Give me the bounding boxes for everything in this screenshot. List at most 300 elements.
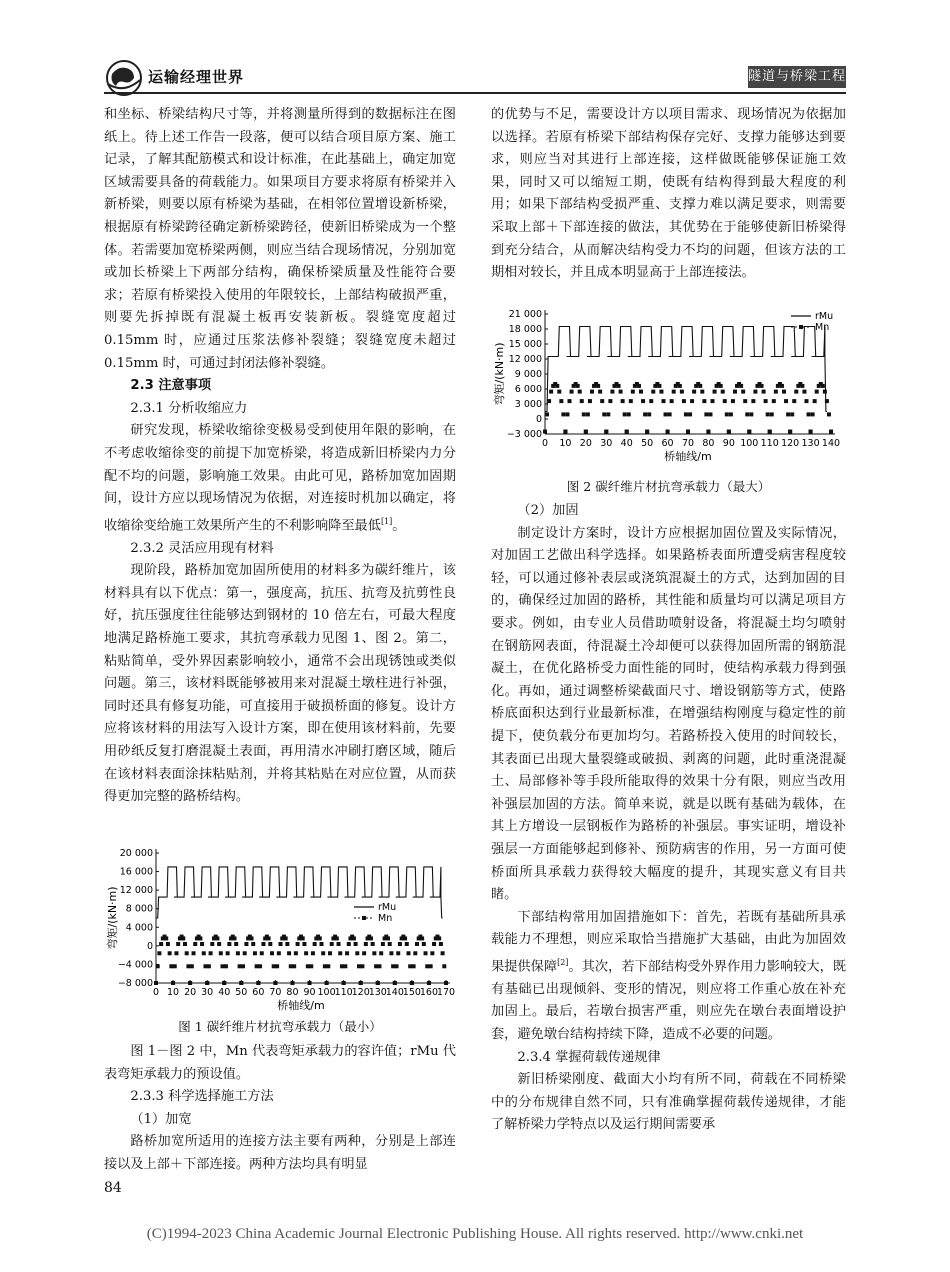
x-tick-label: 60	[252, 987, 265, 998]
series-Mn-point	[600, 399, 604, 403]
series-Mn-point	[823, 390, 827, 394]
x-tick-label: 120	[351, 987, 370, 998]
series-Mn-point	[580, 399, 584, 403]
series-Mn-point	[304, 951, 308, 955]
series-Mn-point	[680, 390, 684, 394]
left-column-lower	[104, 1041, 456, 1177]
series-Mn-point	[183, 942, 187, 946]
series-Mn-point	[244, 942, 248, 946]
series-Mn-point	[258, 964, 262, 968]
series-Mn-point	[410, 981, 414, 985]
series-Mn-point	[584, 430, 588, 434]
series-Mn-point	[302, 942, 306, 946]
x-tick-label: 150	[402, 987, 421, 998]
series-Mn-point	[741, 390, 745, 394]
copyright-notice: (C)1994-2023 China Academic Journal Electronic Publishing House. All rights reserved. http://www.cnki.net	[146, 1226, 804, 1242]
right-paragraph-3-end: 。其次，若下部结构受外界作用力影响较大，既有基础已出现倾斜、变形的情况，则应将工作重心放在补充加固上。最后，若墩台损害严重，则应先在墩台表面增设护套，避免墩台结构持续下降，造成不必要的问题。	[491, 959, 847, 1043]
series-Mn-point	[319, 942, 323, 946]
series-Mn-point	[807, 412, 811, 416]
x-tick-label: 140	[821, 438, 841, 449]
x-tick-label: 100	[740, 438, 759, 449]
right-paragraph-3-text: 下部结构常用加固措施如下：首先，若既有基础所具承载能力不理想，则应采取恰当措施扩大基础，由此为加固效果提供保障	[491, 909, 846, 975]
series-Mn-point	[629, 399, 633, 403]
series-Mn-point	[700, 390, 704, 394]
series-Mn-point	[376, 981, 380, 985]
series-Mn-point	[811, 412, 815, 416]
series-Mn-point	[323, 964, 327, 968]
series-Mn-point	[809, 430, 813, 434]
heading-2-3: 2.3 注意事项	[130, 378, 212, 394]
series-Mn-point	[821, 384, 825, 388]
series-Mn-point	[743, 399, 747, 403]
series-rMu-line	[545, 327, 827, 412]
y-tick-label: 21 000	[508, 309, 542, 320]
legend-Mn-label: Mn	[378, 913, 393, 924]
series-Mn-point	[678, 384, 682, 388]
series-Mn-point	[171, 981, 175, 985]
ref-2: [2]	[557, 957, 569, 967]
x-tick-label: 30	[600, 438, 613, 449]
right-paragraph-1: 的优势与不足，需要设计方以项目需求、现场情况为依据加以选择。若原有桥梁下部结构保存完好、支撑力能够达到要求，则应当对其进行上部连接，这样做既能够保证施工效果，同时又可以缩短工期，使既有结构得到最大程度的利用；如果下部结构受损严重、支撑力难以满足要求，则需要采取上部＋下部连接的做法，其优势在于能够使新旧桥梁得到充分结合，从而解决结构受力不均的问题，但该方法的工期相对较长，并且成本明显高于上部连接法。	[491, 107, 846, 281]
x-tick-label: 80	[702, 438, 715, 449]
series-Mn-point	[659, 390, 663, 394]
series-rMu-line	[156, 867, 443, 918]
legend-Mn-marker	[799, 325, 803, 329]
series-Mn-point	[762, 390, 766, 394]
series-Mn-point	[381, 942, 385, 946]
series-Mn-point	[688, 412, 692, 416]
series-Mn-point	[563, 430, 567, 434]
series-Mn-point	[200, 942, 204, 946]
series-Mn-point	[408, 964, 412, 968]
series-Mn-point	[606, 412, 610, 416]
series-Mn-point	[639, 390, 643, 394]
heading-widening: （1）加宽	[130, 1111, 192, 1127]
series-Mn-point	[412, 964, 416, 968]
series-Mn-point	[285, 942, 289, 946]
x-tick-label: 50	[235, 987, 248, 998]
series-Mn-point	[185, 951, 189, 955]
series-Mn-point	[586, 412, 590, 416]
y-axis-label: 弯矩/(kN·m)	[493, 342, 506, 406]
x-tick-label: 110	[760, 438, 779, 449]
series-Mn-point	[219, 951, 223, 955]
page-number: 84	[104, 1180, 122, 1196]
series-Mn-point	[267, 936, 271, 940]
series-Mn-point	[555, 384, 559, 388]
series-Mn-point	[786, 412, 790, 416]
series-Mn-point	[405, 942, 409, 946]
series-Mn-point	[598, 390, 602, 394]
series-Mn-point	[309, 964, 313, 968]
heading-reinforcement: （2）加固	[517, 503, 579, 518]
series-Mn-point	[255, 964, 259, 968]
x-tick-label: 140	[385, 987, 404, 998]
x-tick-label: 30	[201, 987, 214, 998]
series-Mn-point	[186, 964, 190, 968]
series-Mn-point	[576, 384, 580, 388]
x-tick-label: 70	[269, 987, 282, 998]
series-Mn-point	[190, 964, 194, 968]
series-Mn-point	[192, 951, 196, 955]
series-Mn-point	[292, 964, 296, 968]
y-tick-label: 8 000	[125, 903, 153, 915]
left-paragraph-1: 和坐标、桥梁结构尺寸等，并将测量所得到的数据标注在图纸上。待上述工作告一段落，便可以结合项目原方案、施工记录，了解其配筋模式和设计标准，在此基础上，确定加宽区域需要具备的荷载能力。如果项目方要求将原有桥梁并入新桥梁，则要以原有桥梁为基础，在相邻位置增设新桥梁，根据原有桥梁跨径确定新桥梁跨径，使新旧桥梁成为一个整体。若需要加宽桥梁两侧，则应当结合现场情况，分别加宽或加长桥梁上下两部分结构，确保桥梁质量及性能符合要求；若原有桥梁投入使用的年限较长，上部结构破损严重，则要先拆掉既有混凝土板再安装新板。裂缝宽度超过 0.15mm 时，应通过压浆法修补裂缝；裂缝宽度未超过 0.15mm 时，可通过封闭法修补裂缝。	[104, 107, 456, 371]
series-Mn-point	[782, 390, 786, 394]
series-Mn-point	[692, 390, 696, 394]
series-Mn-point	[243, 951, 247, 955]
x-tick-label: 20	[184, 987, 197, 998]
series-Mn-point	[308, 981, 312, 985]
series-Mn-point	[590, 390, 594, 394]
y-tick-label: 20 000	[119, 848, 153, 859]
heading-2-3-3: 2.3.3 科学选择施工方法	[130, 1089, 274, 1105]
series-Mn-point	[430, 951, 434, 955]
series-Mn-point	[202, 951, 206, 955]
y-axis-label: 弯矩/(kN·m)	[106, 886, 119, 950]
series-Mn-point	[279, 942, 283, 946]
series-Mn-point	[325, 981, 329, 985]
series-Mn-point	[780, 384, 784, 388]
series-Mn-point	[347, 942, 351, 946]
series-Mn-point	[403, 936, 407, 940]
series-Mn-point	[355, 951, 359, 955]
series-Mn-point	[275, 964, 279, 968]
series-Mn-point	[702, 399, 706, 403]
series-Mn-point	[627, 412, 631, 416]
y-tick-label: 4 000	[125, 922, 153, 934]
y-tick-label: 0	[146, 940, 153, 952]
series-Mn-point	[745, 412, 749, 416]
series-Mn-point	[193, 942, 197, 946]
series-Mn-point	[359, 981, 363, 985]
series-Mn-point	[364, 942, 368, 946]
y-tick-label: 0	[535, 414, 542, 425]
heading-2-3-4: 2.3.4 掌握荷载传递规律	[517, 1049, 661, 1065]
series-Mn-point	[557, 390, 561, 394]
right-column	[491, 104, 846, 285]
series-Mn-point	[372, 951, 376, 955]
series-Mn-point	[672, 390, 676, 394]
series-Mn-point	[413, 951, 417, 955]
series-Mn-point	[559, 399, 563, 403]
series-Mn-point	[209, 951, 213, 955]
series-Mn-point	[813, 399, 817, 403]
series-Mn-point	[174, 951, 178, 955]
series-Mn-point	[625, 430, 629, 434]
series-Mn-point	[250, 936, 254, 940]
series-Mn-point	[335, 936, 339, 940]
series-Mn-point	[159, 942, 163, 946]
figure-1-caption: 图 1 碳纤维片材抗弯承载力（最小）	[178, 1019, 382, 1034]
series-Mn-point	[610, 390, 614, 394]
series-Mn-point	[825, 399, 829, 403]
y-tick-label: −4 000	[117, 959, 153, 971]
series-Mn-point	[234, 942, 238, 946]
series-Mn-point	[549, 390, 553, 394]
x-tick-label: 0	[541, 438, 549, 449]
series-Mn-point	[704, 412, 708, 416]
series-Mn-point	[772, 399, 776, 403]
journal-title: 运输经理世界	[148, 68, 245, 86]
series-Mn-point	[340, 964, 344, 968]
series-Mn-point	[337, 942, 341, 946]
series-Mn-point	[698, 384, 702, 388]
series-Mn-point	[205, 981, 209, 985]
left-column	[104, 104, 456, 809]
x-tick-label: 40	[620, 438, 633, 449]
series-Mn-point	[637, 384, 641, 388]
series-Mn-point	[156, 964, 160, 968]
series-Mn-point	[588, 399, 592, 403]
series-Mn-point	[739, 384, 743, 388]
series-Mn-point	[377, 964, 381, 968]
series-Mn-point	[749, 412, 753, 416]
series-Mn-point	[176, 942, 180, 946]
series-Mn-point	[395, 964, 399, 968]
series-Mn-point	[406, 951, 410, 955]
series-Mn-point	[338, 951, 342, 955]
series-Mn-point	[543, 430, 547, 434]
series-Mn-point	[369, 936, 373, 940]
series-Mn-point	[582, 412, 586, 416]
series-Mn-point	[441, 951, 445, 955]
series-Mn-point	[647, 412, 651, 416]
series-Mn-point	[232, 936, 236, 940]
series-Mn-point	[330, 942, 334, 946]
series-Mn-point	[711, 399, 715, 403]
series-Mn-point	[682, 399, 686, 403]
series-Mn-point	[690, 399, 694, 403]
series-Mn-point	[570, 390, 574, 394]
x-tick-label: 40	[218, 987, 231, 998]
series-Mn-point	[422, 942, 426, 946]
series-Mn-point	[429, 964, 433, 968]
left-paragraph-2	[104, 420, 456, 537]
series-Mn-point	[318, 936, 322, 940]
series-Mn-point	[545, 412, 549, 416]
series-Mn-point	[727, 430, 731, 434]
series-Mn-point	[289, 964, 293, 968]
series-Mn-point	[802, 390, 806, 394]
x-tick-label: 80	[286, 987, 299, 998]
series-Mn-point	[596, 384, 600, 388]
series-Mn-point	[273, 981, 277, 985]
y-tick-label: 15 000	[508, 339, 542, 350]
series-Mn-point	[424, 951, 428, 955]
series-Mn-point	[181, 936, 185, 940]
x-tick-label: 10	[167, 987, 180, 998]
section-badge: 隧道与桥梁工程	[748, 66, 846, 88]
series-Mn-point	[437, 936, 441, 940]
series-Mn-point	[251, 942, 255, 946]
series-Mn-point	[169, 964, 173, 968]
y-tick-label: −8 000	[117, 978, 153, 989]
series-Mn-point	[731, 399, 735, 403]
series-Mn-point	[623, 412, 627, 416]
series-Mn-point	[389, 951, 393, 955]
series-Mn-point	[723, 399, 727, 403]
series-Mn-point	[306, 964, 310, 968]
y-tick-label: 3 000	[514, 399, 542, 410]
left-paragraph-4: 图 1－图 2 中，Mn 代表弯矩承载力的容许值；rMu 代表弯矩承载力的预设值。	[104, 1044, 456, 1082]
x-tick-label: 130	[801, 438, 820, 449]
series-Mn-point	[770, 412, 774, 416]
series-Mn-point	[393, 981, 397, 985]
series-Mn-point	[561, 412, 565, 416]
series-Mn-point	[725, 412, 729, 416]
series-Mn-point	[386, 936, 390, 940]
series-Mn-point	[661, 399, 665, 403]
series-Mn-point	[287, 951, 291, 955]
heading-2-3-2: 2.3.2 灵活应用现有材料	[130, 540, 274, 556]
series-Mn-point	[357, 964, 361, 968]
series-Mn-point	[260, 951, 264, 955]
y-tick-label: 12 000	[508, 354, 542, 365]
x-tick-label: 90	[722, 438, 735, 449]
x-axis-label: 桥轴线/m	[277, 999, 325, 1012]
left-paragraph-2-end: 。	[392, 518, 406, 534]
figure-2-chart	[491, 306, 846, 496]
series-Mn-point	[829, 430, 833, 434]
series-Mn-point	[790, 412, 794, 416]
y-tick-label: −3 000	[506, 429, 542, 440]
series-Mn-point	[608, 399, 612, 403]
figure-1-chart	[104, 843, 459, 1013]
series-Mn-point	[168, 951, 172, 955]
series-Mn-point	[643, 412, 647, 416]
series-Mn-point	[270, 951, 274, 955]
series-Mn-point	[154, 981, 158, 985]
series-Mn-point	[342, 981, 346, 985]
y-tick-label: 9 000	[514, 369, 542, 380]
series-Mn-point	[619, 390, 623, 394]
series-Mn-point	[747, 430, 751, 434]
series-Mn-point	[360, 964, 364, 968]
series-Mn-point	[188, 981, 192, 985]
series-Mn-point	[391, 964, 395, 968]
series-Mn-point	[568, 399, 572, 403]
series-Mn-point	[668, 412, 672, 416]
series-Mn-point	[641, 399, 645, 403]
right-paragraph-3	[491, 907, 846, 1047]
series-Mn-point	[284, 936, 288, 940]
series-Mn-point	[670, 399, 674, 403]
series-Mn-point	[207, 964, 211, 968]
legend-Mn-label: Mn	[815, 322, 830, 333]
series-Mn-point	[198, 936, 202, 940]
series-Mn-point	[645, 430, 649, 434]
series-Mn-point	[345, 951, 349, 955]
series-Mn-point	[236, 951, 240, 955]
left-paragraph-2-text: 研究发现，桥梁收缩徐变极易受到使用年限的影响，在不考虑收缩徐变的前提下加宽桥梁，将造成新旧桥梁内力分配不均的问题，影响施工效果。由此可见，路桥加宽加固期间，设计方应以现场情况为依据，对连接时机加以确定，将收缩徐变给施工效果所产生的不利影响降至最低	[104, 423, 456, 534]
y-tick-label: 12 000	[119, 885, 153, 897]
series-Mn-point	[684, 412, 688, 416]
series-Mn-point	[294, 951, 298, 955]
series-Mn-point	[686, 430, 690, 434]
series-Mn-point	[792, 399, 796, 403]
series-Mn-point	[268, 942, 272, 946]
series-Mn-point	[666, 430, 670, 434]
series-Mn-point	[800, 384, 804, 388]
series-Mn-point	[764, 399, 768, 403]
series-Mn-point	[766, 412, 770, 416]
series-Mn-point	[379, 951, 383, 955]
x-tick-label: 90	[303, 987, 316, 998]
x-tick-label: 110	[334, 987, 353, 998]
series-Mn-point	[774, 390, 778, 394]
series-Mn-point	[261, 942, 265, 946]
x-tick-label: 60	[661, 438, 674, 449]
series-Mn-point	[157, 951, 161, 955]
series-Mn-point	[277, 951, 281, 955]
series-Mn-point	[420, 936, 424, 940]
series-Mn-point	[621, 399, 625, 403]
series-Mn-point	[296, 942, 300, 946]
series-Mn-point	[227, 942, 231, 946]
series-Mn-point	[713, 390, 717, 394]
series-Mn-point	[311, 951, 315, 955]
series-Mn-point	[215, 936, 219, 940]
series-Mn-point	[226, 951, 230, 955]
series-Mn-point	[164, 936, 168, 940]
series-Mn-point	[444, 981, 448, 985]
series-Mn-point	[768, 430, 772, 434]
x-tick-label: 70	[681, 438, 695, 449]
series-Mn-point	[301, 936, 305, 940]
header-rule	[104, 92, 846, 94]
series-Mn-point	[432, 942, 436, 946]
series-Mn-point	[649, 399, 653, 403]
series-Mn-point	[815, 390, 819, 394]
legend-rMu-label: rMu	[815, 311, 834, 322]
series-Mn-point	[203, 964, 207, 968]
series-Mn-point	[210, 942, 214, 946]
series-Mn-point	[396, 951, 400, 955]
x-tick-label: 20	[579, 438, 592, 449]
series-Mn-point	[565, 412, 569, 416]
series-Mn-point	[313, 942, 317, 946]
series-Mn-point	[362, 951, 366, 955]
series-Mn-point	[751, 399, 755, 403]
series-Mn-point	[253, 951, 257, 955]
series-Mn-point	[604, 430, 608, 434]
series-Mn-point	[729, 412, 733, 416]
series-Mn-point	[173, 964, 177, 968]
series-Mn-point	[657, 384, 661, 388]
y-tick-label: 6 000	[514, 384, 542, 395]
series-Mn-point	[217, 942, 221, 946]
x-tick-label: 160	[419, 987, 439, 998]
series-Mn-point	[427, 981, 431, 985]
series-Mn-point	[631, 390, 635, 394]
x-tick-label: 0	[152, 987, 160, 998]
series-Mn-point	[617, 384, 621, 388]
series-Mn-point	[239, 981, 243, 985]
series-Mn-point	[794, 390, 798, 394]
series-Mn-point	[374, 964, 378, 968]
series-Mn-point	[354, 942, 358, 946]
x-tick-label: 100	[317, 987, 336, 998]
legend-rMu-label: rMu	[378, 902, 397, 913]
series-Mn-point	[371, 942, 375, 946]
series-Mn-point	[547, 399, 551, 403]
legend-Mn-marker	[362, 916, 366, 920]
series-Mn-point	[415, 942, 419, 946]
series-Mn-point	[827, 412, 831, 416]
x-tick-label: 120	[781, 438, 800, 449]
series-Mn-point	[343, 964, 347, 968]
